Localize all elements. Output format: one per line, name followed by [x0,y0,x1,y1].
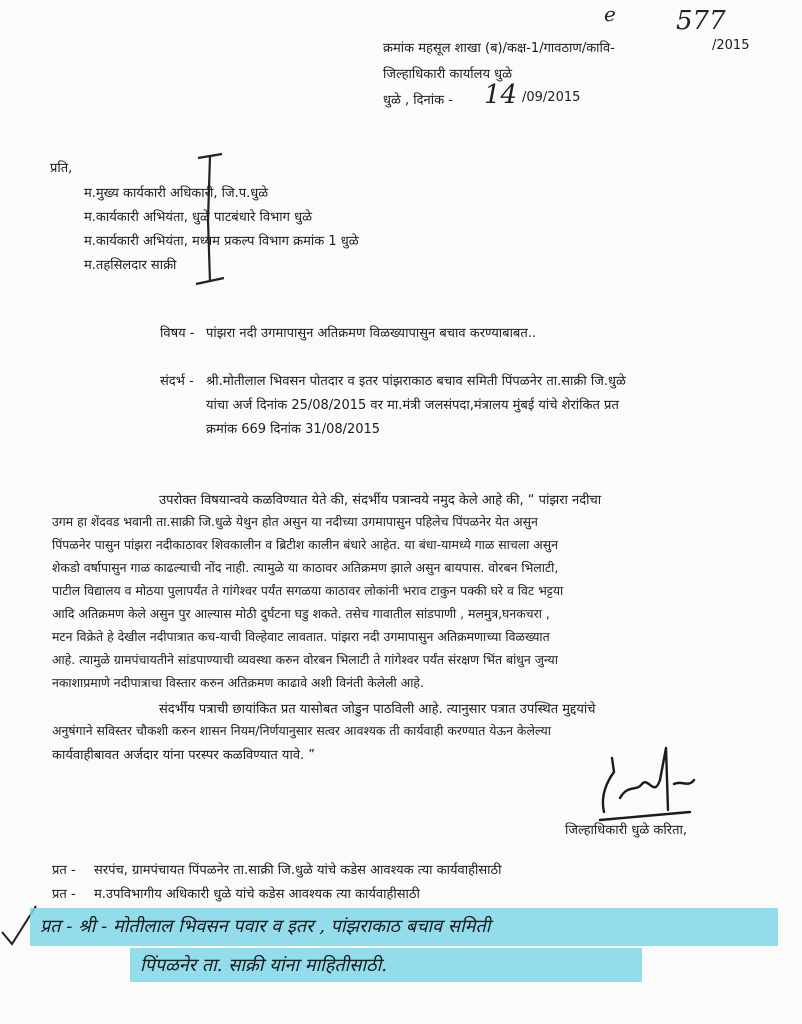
header-date-prefix: धुळे , दिनांक - [383,93,453,108]
reference-label: संदर्भ - [160,374,194,389]
recipient-item: म.तहसिलदार साक्री [84,258,177,273]
handwritten-bracket [192,150,232,290]
reference-line: श्री.मोतीलाल भिवसन पोतदार व इतर पांझराकाठ बचाव समिती पिंपळनेर ता.साक्री जि.धुळे [206,374,626,389]
body-line: पिंपळनेर पासुन पांझरा नदीकाठावर शिवकालीन व ब्रिटीश कालीन बंधारे आहेत. या बंधा-यामध्ये गाळ साचला असुन [52,537,558,552]
body-line: मटन विक्रेते हे देखील नदीपात्रात कच-याची विल्हेवाट लावतात. पांझरा नदी उगमापासुन अतिक्रमणाच्या विळख्यात [52,629,550,644]
body-line: कार्यवाहीबावत अर्जदार यांना परस्पर कळविण्यात यावे. ” [52,748,316,763]
corner-mark: e [604,2,616,26]
recipient-item: म.कार्यकारी अभियंता, मध्यम प्रकल्प विभाग क्रमांक 1 धुळे [84,234,359,249]
body-line: आहे. त्यामुळे ग्रामपंचायतीने सांडपाण्याची व्यवस्था करुन वोरबन भिलाटी ते गांगेश्वर पर्यंत संरक्षण भिंत बांधुन जुन्या [52,652,558,667]
body-line: आदि अतिक्रमण केले असुन पुर आल्यास मोठी दुर्घटना घडु शकते. तसेच गावातील सांडपाणी , मलमुत्र,घनकचरा , [52,606,550,621]
copy-label: प्रत - [52,887,76,902]
recipient-item: म.मुख्य कार्यकारी अधिकारी, जि.प.धुळे [84,186,269,201]
body-line: नकाशाप्रमाणे नदीपात्राचा विस्तार करुन अतिक्रमण काढावे अशी विनंती केलेली आहे. [52,675,424,690]
reference-line: यांचा अर्ज दिनांक 25/08/2015 वर मा.मंत्री जलसंपदा,मंत्रालय मुंबई यांचे शेरांकित प्रत [206,398,619,413]
reference-line: क्रमांक 669 दिनांक 31/08/2015 [206,422,381,437]
header-office: जिल्हाधिकारी कार्यालय धुळे [383,67,513,82]
header-reference-number: क्रमांक महसूल शाखा (ब)/कक्ष-1/गावठाण/कावि- [383,41,615,56]
recipient-item: म.कार्यकारी अभियंता, धुळे पाटबंधारे विभाग धुळे [84,210,312,225]
body-line: उगम हा शेंदवड भवानी ता.साक्री जि.धुळे येथुन होत असुन या नदीच्या उगमापासुन पहिलेच पिंपळनेर येत असुन [52,514,538,529]
body-line: शेकडो वर्षापासुन गाळ काढल्याची नोंद नाही. त्यामुळे या काठावर अतिक्रमण झाले असुन बायपास. वोरबन भिलाटी, [52,560,559,575]
copy-label: प्रत - [52,863,76,878]
header-reference-year: /2015 [712,38,750,53]
header-date-suffix: /09/2015 [522,90,581,105]
header-date-day: 14 [484,80,518,110]
subject-label: विषय - [160,326,195,341]
signature-designation: जिल्हाधिकारी धुळे करिता, [565,823,688,838]
body-line: उपरोक्त विषयान्वये कळविण्यात येते की, संदर्भीय पत्रान्वये नमुद केले आहे की, “ पांझरा नदीचा [159,493,602,508]
handwritten-copy-line: प्रत - श्री - मोतीलाल भिवसन पवार व इतर , पांझराकाठ बचाव समिती [40,916,491,937]
body-line: संदर्भीय पत्राची छायांकित प्रत यासोबत जोडुन पाठविली आहे. त्यानुसार पत्रात उपस्थित मुद्दयांचे [159,702,596,717]
signature-mark [590,740,700,830]
body-line: पाटील विद्यालय व मोठया पुलापर्यंत ते गांगेश्वर पर्यंत सगळया काठावर लोकांनी भराव टाकुन पक्की घरे व विट भट्टया [52,583,564,598]
recipients-salutation: प्रति, [50,161,73,176]
copy-text: म.उपविभागीय अधिकारी धुळे यांचे कडेस आवश्यक त्या कार्यवाहीसाठी [94,887,420,902]
handwritten-copy-line: पिंपळनेर ता. साक्री यांना माहितीसाठी. [140,955,387,976]
page-number: 577 [676,6,726,36]
subject-text: पांझरा नदी उगमापासुन अतिक्रमण विळख्यापासुन बचाव करण्याबाबत.. [206,326,537,341]
copy-text: सरपंच, ग्रामपंचायत पिंपळनेर ता.साक्री जि.धुळे यांचे कडेस आवश्यक त्या कार्यवाहीसाठी [94,863,502,878]
body-line: अनुषंगाने सविस्तर चौकशी करुन शासन नियम/निर्णयानुसार सत्वर आवश्यक ती कार्यवाही करण्यात येऊन केलेल्या [52,723,551,738]
